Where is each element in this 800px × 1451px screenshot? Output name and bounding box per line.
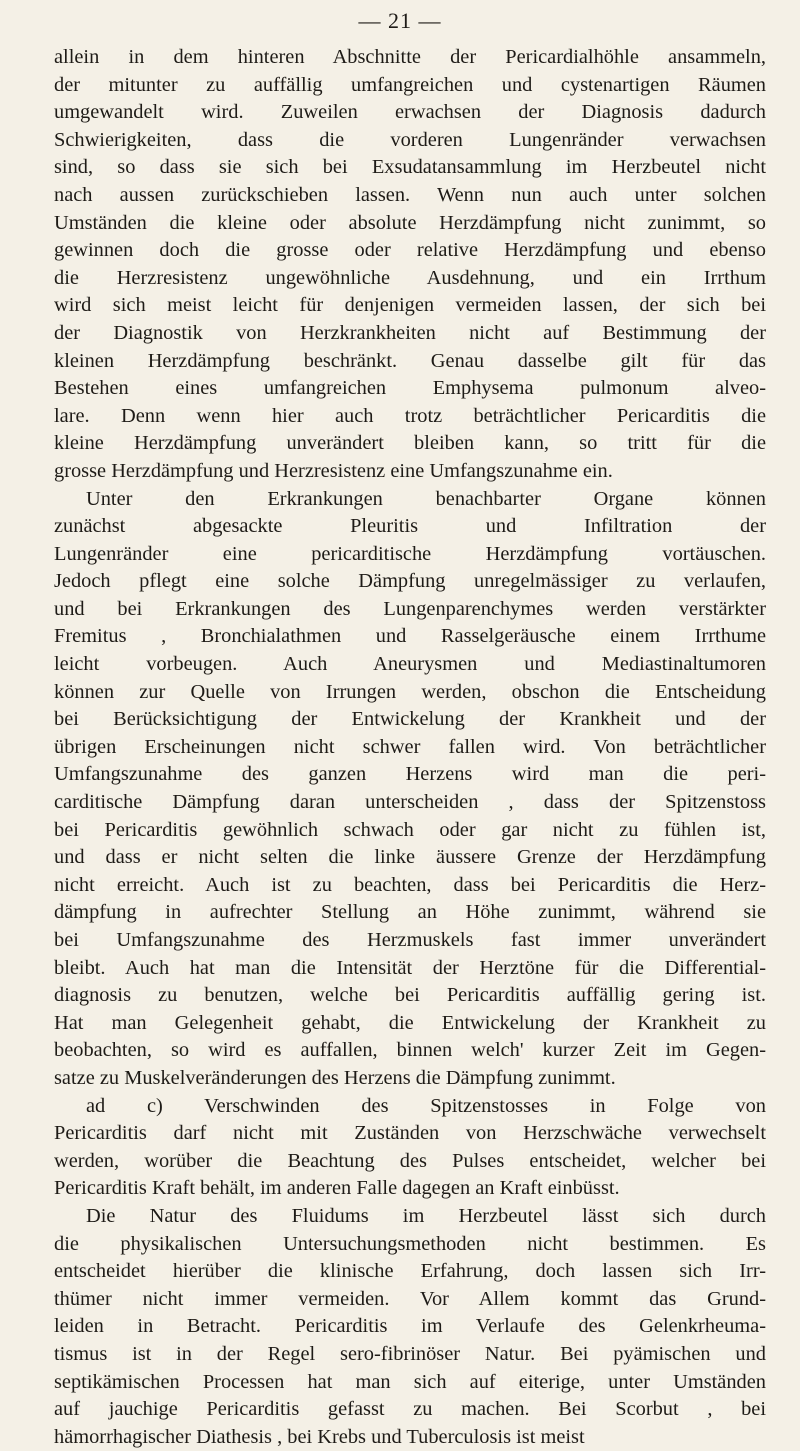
text-line: leicht vorbeugen. Auch Aneurysmen und Mediastinaltumoren	[54, 653, 766, 676]
text-line: Fremitus , Bronchialathmen und Rasselgeräusche einem Irrthume	[54, 625, 766, 648]
text-line: Pericarditis darf nicht mit Zuständen von Herzschwäche verwechselt	[54, 1122, 766, 1145]
text-line: septikämischen Processen hat man sich auf eiterige, unter Umständen	[54, 1370, 766, 1393]
text-line: bleibt. Auch hat man die Intensität der Herztöne für die Differential-	[54, 956, 766, 979]
text-line: die physikalischen Untersuchungsmethoden nicht bestimmen. Es	[54, 1232, 766, 1255]
text-line: gewinnen doch die grosse oder relative Herzdämpfung und ebenso	[54, 239, 766, 262]
text-line: die Herzresistenz ungewöhnliche Ausdehnung, und ein Irrthum	[54, 266, 766, 289]
text-line: kleinen Herzdämpfung beschränkt. Genau dasselbe gilt für das	[54, 349, 766, 372]
text-line: Die Natur des Fluidums im Herzbeutel lässt sich durch	[86, 1204, 766, 1227]
text-line: der mitunter zu auffällig umfangreichen und cystenartigen Räumen	[54, 73, 766, 96]
text-line: ad c) Verschwinden des Spitzenstosses in Folge von	[86, 1094, 766, 1117]
text-line: sind, so dass sie sich bei Exsudatansammlung im Herzbeutel nicht	[54, 156, 766, 179]
text-line: grosse Herzdämpfung und Herzresistenz eine Umfangszunahme ein.	[54, 459, 613, 482]
text-line: thümer nicht immer vermeiden. Vor Allem kommt das Grund-	[54, 1287, 766, 1310]
text-line: allein in dem hinteren Abschnitte der Pericardialhöhle ansammeln,	[54, 46, 766, 68]
text-line: leiden in Betracht. Pericarditis im Verlaufe des Gelenkrheuma-	[54, 1315, 766, 1338]
text-line: nicht erreicht. Auch ist zu beachten, dass bei Pericarditis die Herz-	[54, 873, 766, 896]
body-text	[54, 44, 766, 1451]
text-line: dämpfung in aufrechter Stellung an Höhe zunimmt, während sie	[54, 901, 766, 924]
text-line: Hat man Gelegenheit gehabt, die Entwickelung der Krankheit zu	[54, 1011, 766, 1034]
text-line: Bestehen eines umfangreichen Emphysema pulmonum alveo-	[54, 377, 766, 400]
text-line: Jedoch pflegt eine solche Dämpfung unregelmässiger zu verlaufen,	[54, 570, 766, 593]
text-line: und bei Erkrankungen des Lungenparenchymes werden verstärkter	[54, 597, 766, 620]
text-line: und dass er nicht selten die linke äussere Grenze der Herzdämpfung	[54, 846, 766, 869]
text-line: umgewandelt wird. Zuweilen erwachsen der Diagnosis dadurch	[54, 101, 766, 124]
text-line: Lungenränder eine pericarditische Herzdämpfung vortäuschen.	[54, 542, 766, 565]
text-line: lare. Denn wenn hier auch trotz beträchtlicher Pericarditis die	[54, 404, 766, 427]
text-line: Schwierigkeiten, dass die vorderen Lungenränder verwachsen	[54, 128, 766, 151]
text-line: beobachten, so wird es auffallen, binnen welch' kurzer Zeit im Gegen-	[54, 1039, 766, 1062]
text-line: zunächst abgesackte Pleuritis und Infiltration der	[54, 515, 766, 538]
text-line: bei Pericarditis gewöhnlich schwach oder gar nicht zu fühlen ist,	[54, 818, 766, 841]
text-line: hämorrhagischer Diathesis , bei Krebs und Tuberculosis ist meist	[54, 1425, 585, 1448]
text-line: satze zu Muskelveränderungen des Herzens die Dämpfung zunimmt.	[54, 1066, 616, 1089]
text-line: entscheidet hierüber die klinische Erfahrung, doch lassen sich Irr-	[54, 1260, 766, 1283]
text-line: Unter den Erkrankungen benachbarter Organe können	[86, 487, 766, 510]
text-line: Umfangszunahme des ganzen Herzens wird man die peri-	[54, 763, 766, 786]
text-line: kleine Herzdämpfung unverändert bleiben kann, so tritt für die	[54, 432, 766, 455]
text-line: der Diagnostik von Herzkrankheiten nicht auf Bestimmung der	[54, 321, 766, 344]
text-line: auf jauchige Pericarditis gefasst zu machen. Bei Scorbut , bei	[54, 1398, 766, 1421]
text-line: diagnosis zu benutzen, welche bei Pericarditis auffällig gering ist.	[54, 984, 766, 1007]
text-line: können zur Quelle von Irrungen werden, obschon die Entscheidung	[54, 680, 766, 703]
text-line: übrigen Erscheinungen nicht schwer fallen wird. Von beträchtlicher	[54, 735, 766, 758]
text-line: Pericarditis Kraft behält, im anderen Falle dagegen an Kraft einbüsst.	[54, 1177, 620, 1200]
text-line: wird sich meist leicht für denjenigen vermeiden lassen, der sich bei	[54, 294, 766, 317]
text-line: bei Berücksichtigung der Entwickelung der Krankheit und der	[54, 708, 766, 731]
text-line: Umständen die kleine oder absolute Herzdämpfung nicht zunimmt, so	[54, 211, 766, 234]
text-line: werden, worüber die Beachtung des Pulses entscheidet, welcher bei	[54, 1149, 766, 1172]
text-line: carditische Dämpfung daran unterscheiden , dass der Spitzenstoss	[54, 791, 766, 814]
text-line: bei Umfangszunahme des Herzmuskels fast immer unverändert	[54, 929, 766, 951]
text-line: nach aussen zurückschieben lassen. Wenn nun auch unter solchen	[54, 183, 766, 206]
page-number: — 21 —	[358, 8, 442, 33]
text-line: tismus ist in der Regel sero-fibrinöser Natur. Bei pyämischen und	[54, 1342, 766, 1365]
